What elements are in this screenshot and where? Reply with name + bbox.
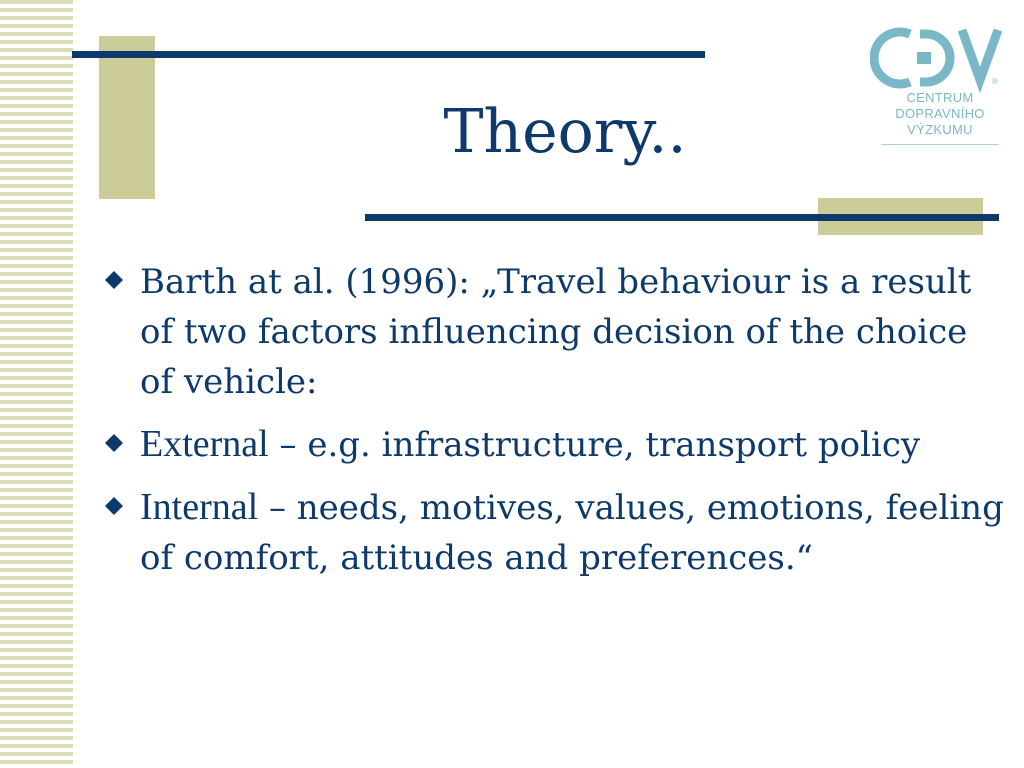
bullet-list (104, 256, 1004, 595)
bullet-term: Internal (140, 486, 259, 528)
bullet-text: Barth at al. (1996): „Travel behaviour is a result of two factors influencing decision of the choice of vehicle: (140, 262, 972, 402)
logo-line-1: CENTRUM (906, 90, 974, 105)
registered-mark: ® (992, 77, 998, 86)
diamond-icon (104, 433, 124, 453)
left-stripe-decoration (0, 0, 73, 768)
logo-caption (875, 90, 1005, 138)
bullet-item-external (104, 419, 1004, 470)
logo-underline (881, 144, 999, 145)
logo-line-2: DOPRAVNÍHO (895, 106, 985, 121)
diamond-icon (104, 496, 124, 516)
slide-title: Theory.. (443, 97, 687, 167)
title-rule-bottom (365, 214, 999, 221)
diamond-icon (104, 270, 124, 290)
bullet-term: External (140, 423, 269, 465)
bullet-text: – needs, motives, values, emotions, feeling of comfort, attitudes and preferences.“ (140, 488, 1004, 578)
bullet-text: – e.g. infrastructure, transport policy (268, 425, 921, 465)
bullet-item-barth (104, 256, 1004, 407)
tan-accent-block-top (99, 36, 155, 199)
title-rule-top (72, 51, 705, 58)
bullet-item-internal (104, 482, 1004, 583)
logo-line-3: VÝZKUMU (907, 122, 973, 137)
